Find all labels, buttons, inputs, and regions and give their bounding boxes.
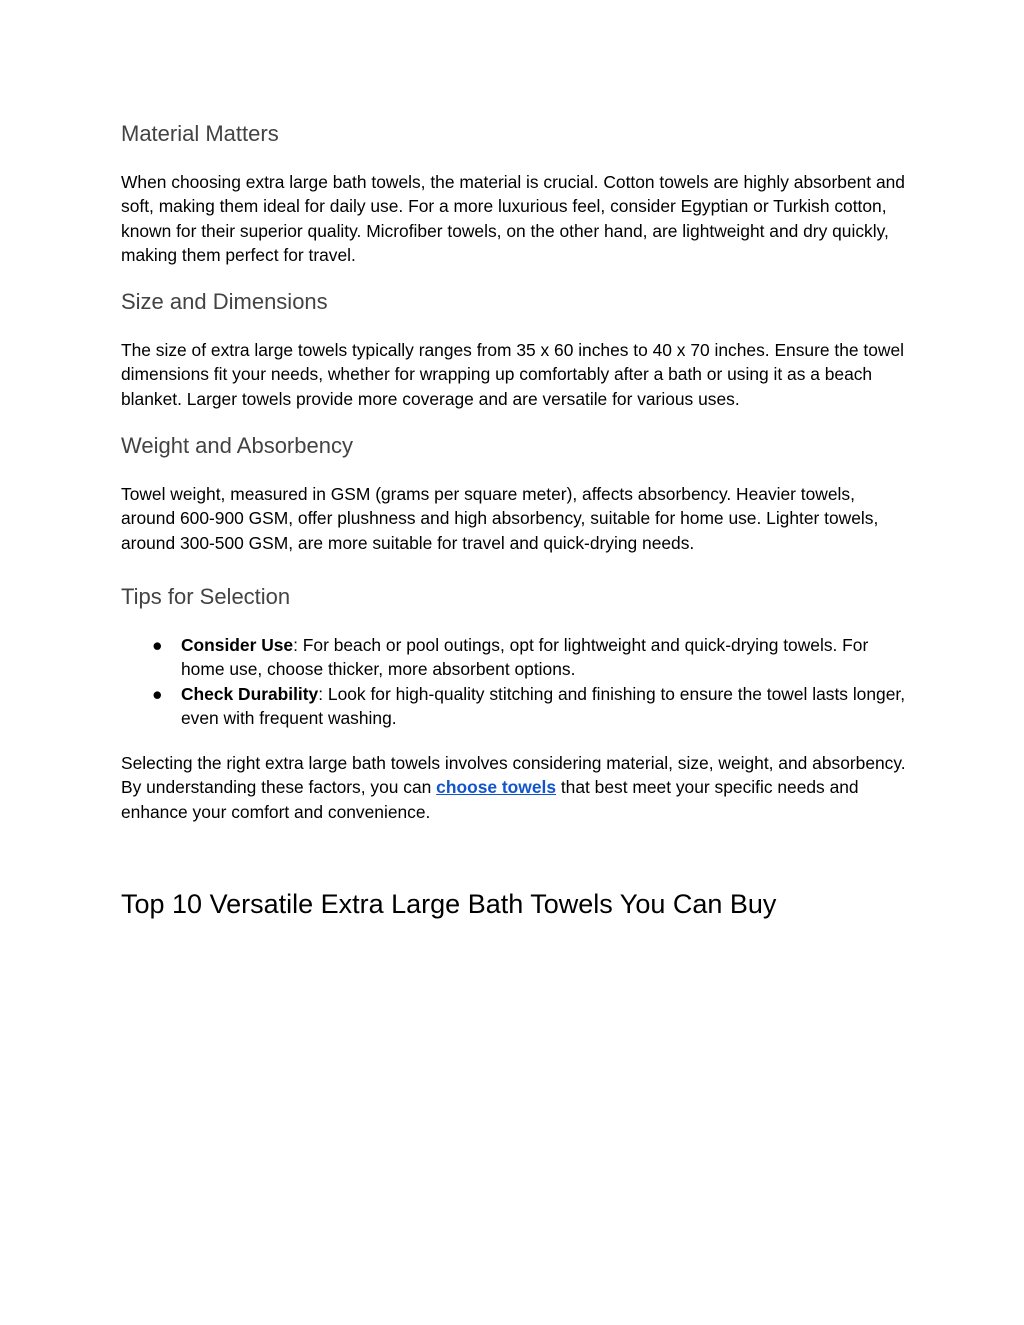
tips-list xyxy=(121,633,911,730)
heading-size-dimensions: Size and Dimensions xyxy=(121,289,328,314)
tip-term: Consider Use xyxy=(181,635,294,655)
heading-weight-absorbency: Weight and Absorbency xyxy=(121,433,353,458)
conclusion-text-after: that best meet your specific needs and enhance your comfort and convenience. xyxy=(121,777,859,822)
list-item xyxy=(121,682,911,731)
paragraph-conclusion xyxy=(121,751,911,824)
heading-tips-selection: Tips for Selection xyxy=(121,584,291,609)
bullet-icon: ● xyxy=(152,683,163,704)
heading-top-10: Top 10 Versatile Extra Large Bath Towels You Can Buy xyxy=(121,889,777,919)
list-item xyxy=(121,633,911,682)
tip-text: : Look for high-quality stitching and finishing to ensure the towel lasts longer, even with frequent washing. xyxy=(181,683,906,728)
tip-term: Check Durability xyxy=(181,683,319,704)
paragraph-material: When choosing extra large bath towels, the material is crucial. Cotton towels are highly absorbent and soft, making them ideal for daily use. For a more luxurious feel, consider Egyptian or Turkish cotton, known for their superior quality. Microfiber towels, on the other hand, are lightweight and dry quickly, making them perfect for travel. xyxy=(121,172,905,265)
paragraph-size: The size of extra large towels typically ranges from 35 x 60 inches to 40 x 70 inches. Ensure the towel dimensions fit your needs, whether for wrapping up comfortably after a bath or using it as a beach blanket. Larger towels provide more coverage and are versatile for various uses. xyxy=(121,340,904,409)
bullet-icon: ● xyxy=(152,635,163,655)
paragraph-weight: Towel weight, measured in GSM (grams per square meter), affects absorbency. Heavier towels, around 600-900 GSM, offer plushness and high absorbency, suitable for home use. Lighter towels, around 300-500 GSM, are more suitable for travel and quick-drying needs. xyxy=(121,484,879,553)
choose-towels-link[interactable]: choose towels xyxy=(436,777,556,798)
tip-text: : For beach or pool outings, opt for lightweight and quick-drying towels. For home use, choose thicker, more absorbent options. xyxy=(181,635,869,680)
conclusion-text-before: Selecting the right extra large bath towels involves considering material, size, weight, and absorbency. By understanding these factors, you can xyxy=(121,753,906,798)
heading-material-matters: Material Matters xyxy=(121,121,279,146)
